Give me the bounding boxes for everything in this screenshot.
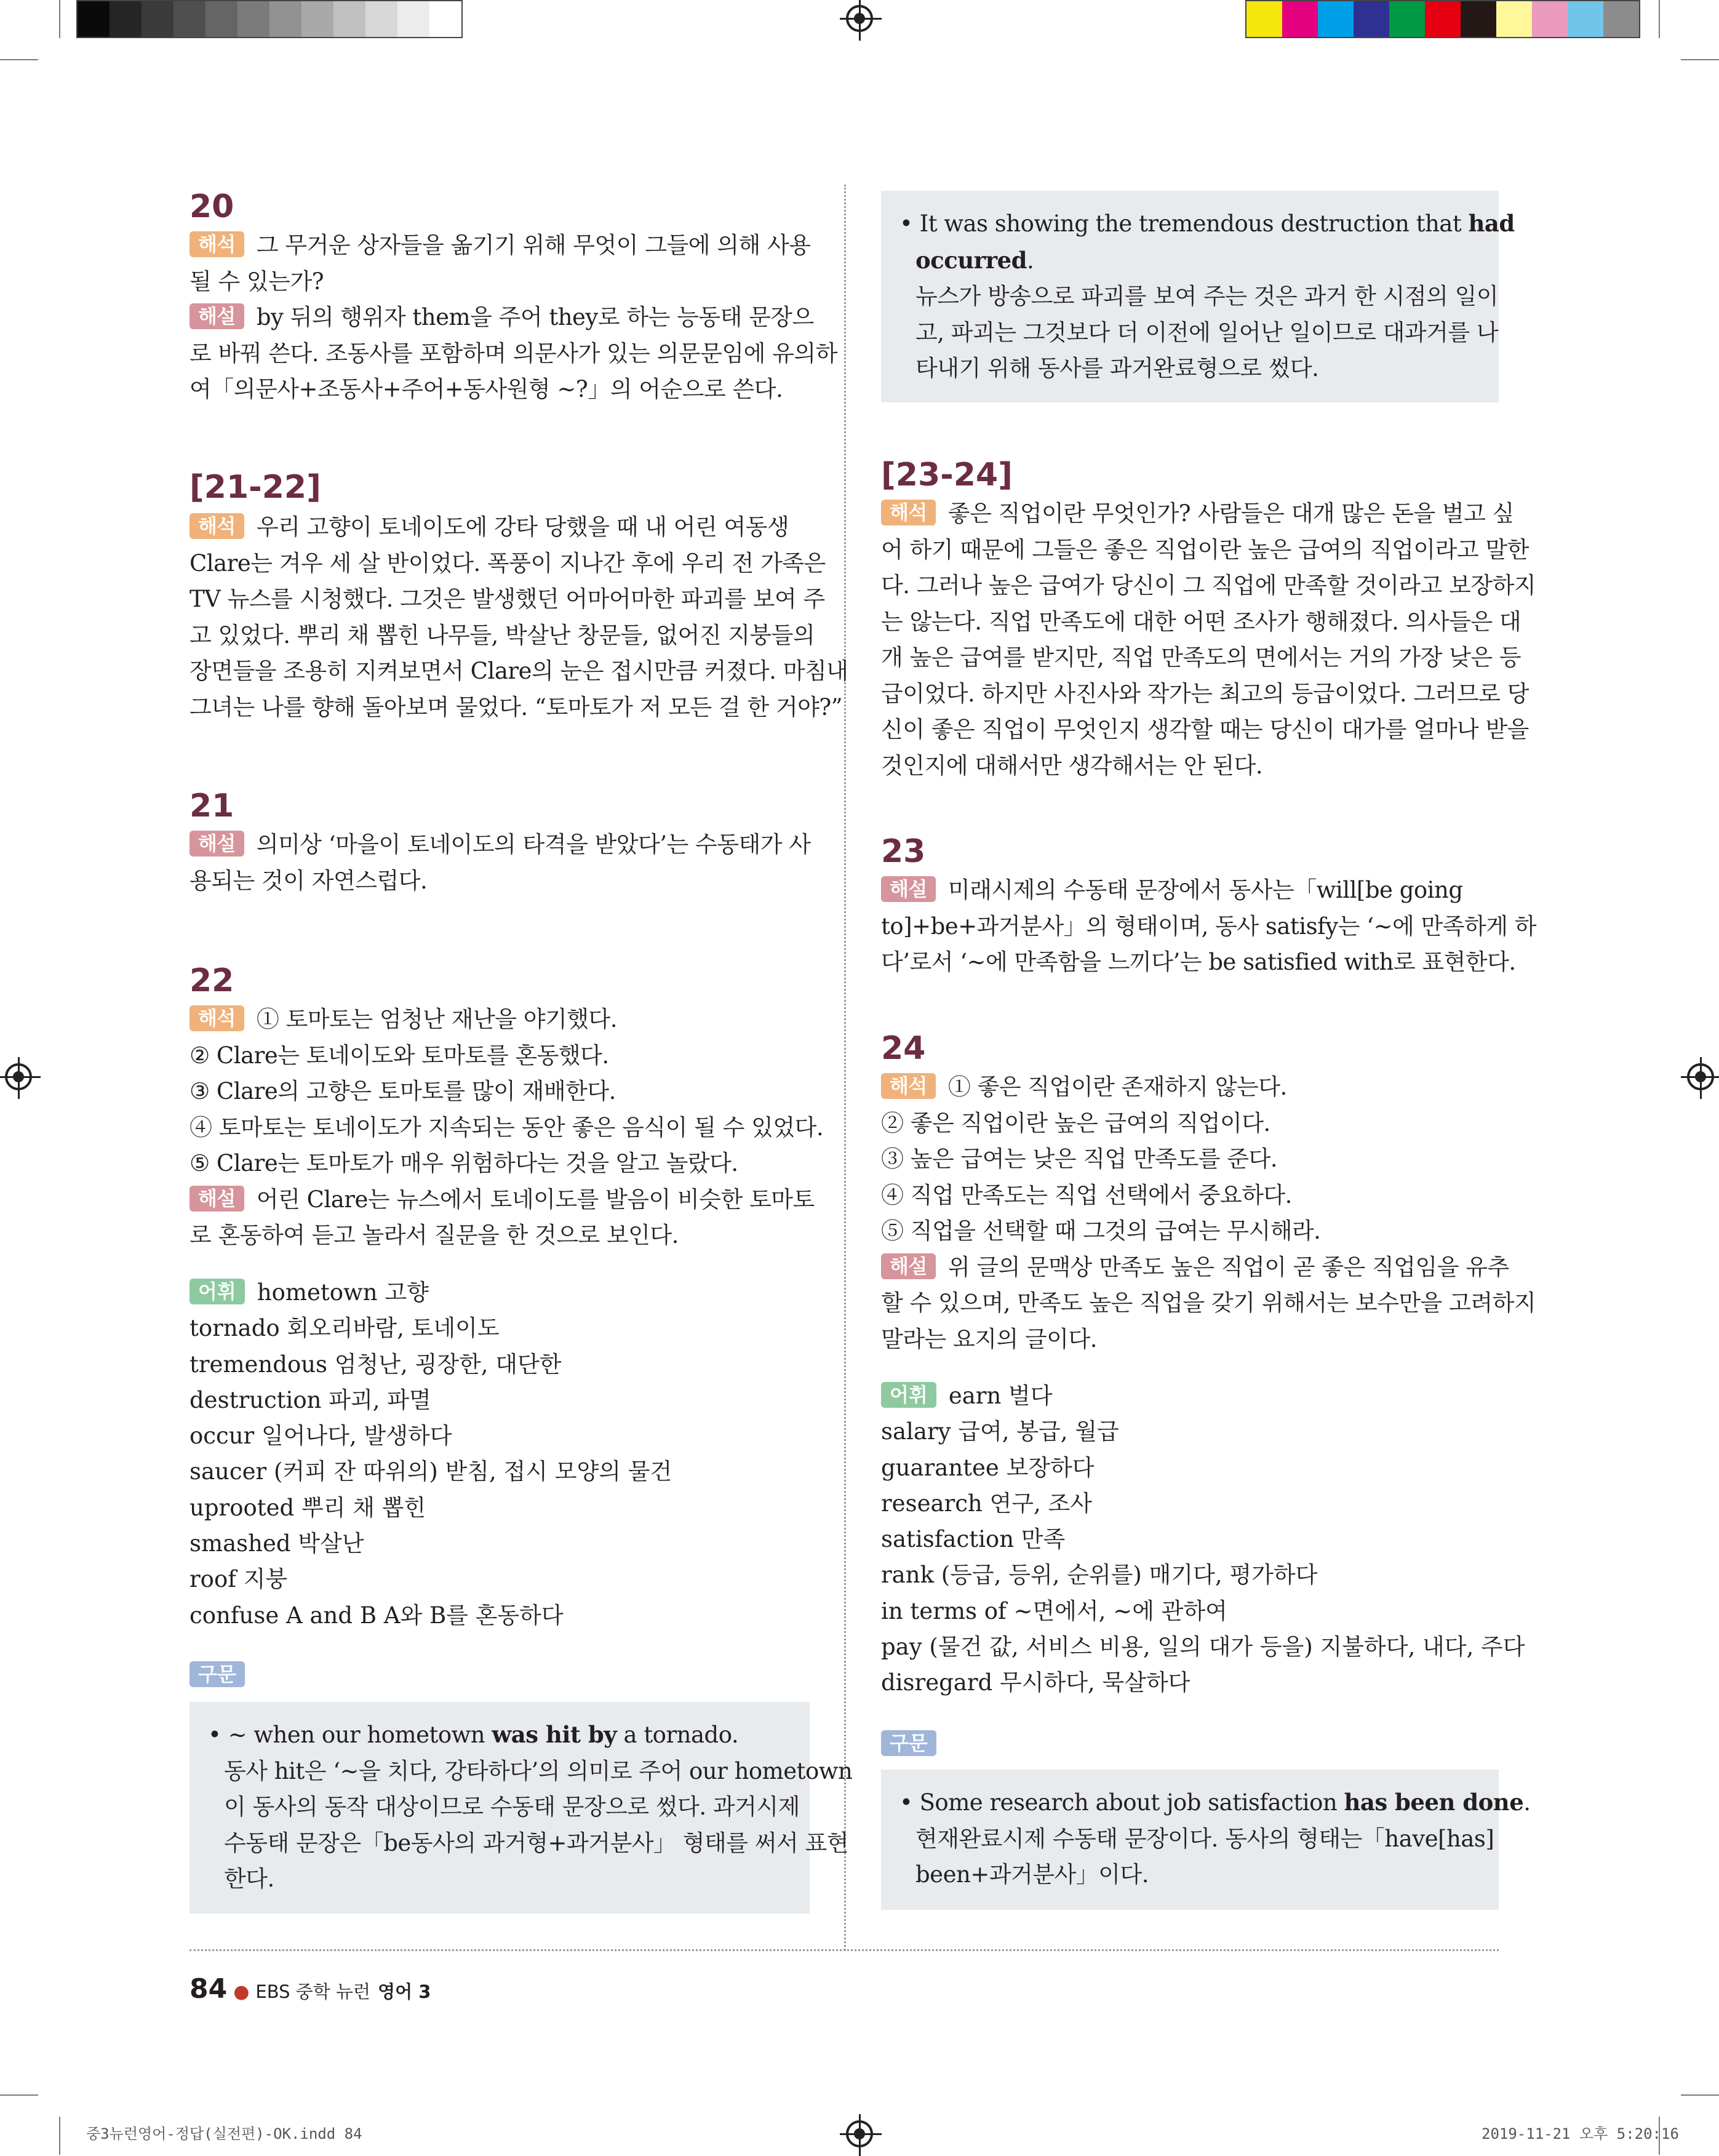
color-swatch bbox=[1425, 1, 1461, 37]
explanation-badge: 해설 bbox=[189, 1186, 244, 1212]
grayscale-color-bar bbox=[76, 0, 463, 38]
file-slug: 중3뉴런영어-정답(실전편)-OK.indd 84 bbox=[86, 2125, 362, 2142]
color-swatch bbox=[1246, 1, 1282, 37]
explanation-badge: 해설 bbox=[881, 876, 936, 902]
question-number-20: 20 bbox=[189, 188, 234, 225]
crop-mark bbox=[1681, 59, 1719, 60]
color-swatch bbox=[333, 1, 365, 37]
grammar-badge: 구문 bbox=[189, 1661, 245, 1687]
date-slug: 2019-11-21 오후 5:20:16 bbox=[1482, 2125, 1679, 2142]
explanation-badge: 해설 bbox=[189, 831, 244, 856]
explanation-badge: 해설 bbox=[189, 303, 244, 329]
vocab-item: confuse A and B A와 B를 혼동하다 bbox=[189, 1602, 564, 1629]
color-swatch bbox=[237, 1, 269, 37]
vocab-item: roof 지붕 bbox=[189, 1566, 288, 1593]
page-number: 84 bbox=[189, 1973, 228, 2005]
color-swatch bbox=[269, 1, 301, 37]
vocab-item: destruction 파괴, 파멸 bbox=[189, 1386, 431, 1413]
passage-21-22-translation: 해석 우리 고향이 토네이도에 강타 당했을 때 내 어린 여동생 Clare는 겨우 세 살 반이었다. 폭풍이 지나간 후에 우리 전 가족은 TV 뉴스를 시청했다. 그것은 발생했던 어마어마한 파괴를 보여 주 고 있었다. 뿌리 채 뽑힌 나무들, 박살난 창문들, 없어진 지붕들의 장면들을 조용히 지켜보면서 Clare의 눈은 접시만큼 커졌다. 마침내 그녀는 나를 향해 돌아보며 물었다. “토마토가 저 모든 걸 한 거야?” bbox=[189, 514, 848, 721]
crop-mark bbox=[59, 0, 60, 38]
color-swatch bbox=[1318, 1, 1354, 37]
explanation-badge: 해설 bbox=[881, 1253, 936, 1279]
vocab-item: salary 급여, 봉급, 월급 bbox=[881, 1418, 1119, 1445]
vocab-item: in terms of ~면에서, ~에 관하여 bbox=[881, 1597, 1227, 1624]
vocab-item: rank (등급, 등위, 순위를) 매기다, 평가하다 bbox=[881, 1562, 1318, 1589]
crop-mark bbox=[1659, 0, 1660, 38]
crop-mark bbox=[0, 59, 38, 60]
question-number-23: 23 bbox=[881, 833, 926, 870]
color-swatch bbox=[110, 1, 142, 37]
translation-badge: 해석 bbox=[881, 500, 936, 525]
vocab-item: satisfaction 만족 bbox=[881, 1526, 1066, 1553]
vocab-item: 어휘 earn 벌다 bbox=[881, 1378, 1525, 1414]
color-swatch bbox=[397, 1, 429, 37]
page-footer bbox=[189, 1974, 431, 2008]
vocab-item: smashed 박살난 bbox=[189, 1530, 364, 1557]
crop-mark bbox=[59, 2117, 60, 2155]
vocab-item: 어휘 hometown 고향 bbox=[189, 1275, 672, 1311]
color-swatch bbox=[1389, 1, 1425, 37]
question-number-21-22: [21-22] bbox=[189, 469, 321, 506]
color-swatch bbox=[1282, 1, 1318, 37]
answer-23-text: 해설 미래시제의 수동태 문장에서 동사는「will[be going to]+be+과거분사」의 형태이며, 동사 satisfy는 ‘~에 만족하게 하 다’로서 ‘~에 만족함을 느끼다’는 be satisfied with로 표현한다. bbox=[881, 877, 1536, 975]
translation-badge: 해석 bbox=[189, 231, 244, 257]
color-swatch bbox=[1568, 1, 1603, 37]
answer-21-text: 해설 의미상 ‘마을이 토네이도의 타격을 받았다’는 수동태가 사 용되는 것이 자연스럽다. bbox=[189, 831, 811, 894]
grammar-box-top: • It was showing the tremendous destruction that had occurred. 뉴스가 방송으로 파괴를 보여 주는 것은 과거 한 시점의 일이 고, 파괴는 그것보다 더 이전에 일어난 일이므로 대과거를 나 타내기 위해 동사를 과거완료형으로 썼다. bbox=[881, 191, 1499, 402]
translation-badge: 해석 bbox=[189, 513, 244, 539]
crop-mark bbox=[0, 2094, 38, 2096]
series-title: EBS 중학 뉴런 bbox=[255, 1981, 371, 2002]
vocab-item: research 연구, 조사 bbox=[881, 1490, 1093, 1517]
grammar-badge: 구문 bbox=[881, 1730, 936, 1756]
bullet-icon: ● bbox=[233, 1981, 250, 2003]
translation-badge: 해석 bbox=[881, 1073, 936, 1099]
cmyk-color-bar bbox=[1245, 0, 1640, 38]
color-swatch bbox=[142, 1, 173, 37]
color-swatch bbox=[429, 1, 461, 37]
answer-22-text: 해석 ① 토마토는 엄청난 재난을 야기했다. ② Clare는 토네이도와 토마토를 혼동했다. ③ Clare의 고향은 토마토를 많이 재배한다. ④ 토마토는 토네이도가 지속되는 동안 좋은 음식이 될 수 있었다. ⑤ Clare는 토마토가 매우 위험하다는 것을 알고 놀랐다. 해설 어린 Clare는 뉴스에서 토네이도를 발음이 비슷한 토마토 로 혼동하여 듣고 놀라서 질문을 한 것으로 보인다. bbox=[189, 1006, 824, 1248]
vocab-item: saucer (커피 잔 따위의) 받침, 접시 모양의 물건 bbox=[189, 1458, 672, 1485]
color-swatch bbox=[1461, 1, 1496, 37]
subject-title: 영어 3 bbox=[378, 1981, 431, 2002]
crop-mark bbox=[1681, 2094, 1719, 2096]
registration-mark-icon bbox=[5, 1063, 32, 1090]
vocab-badge: 어휘 bbox=[881, 1382, 936, 1408]
column-divider bbox=[844, 185, 846, 1950]
answer-20-text: 해석 그 무거운 상자들을 옮기기 위해 무엇이 그들에 의해 사용 될 수 있는가? 해설 by 뒤의 행위자 them을 주어 they로 하는 능동태 문장으 로 바꿔 쓴다. 조동사를 포함하며 의문사가 있는 의문문임에 유의하 여「의문사+조동사+주어+동사원형 ~?」의 어순으로 쓴다. bbox=[189, 232, 837, 402]
question-number-21: 21 bbox=[189, 788, 234, 824]
color-swatch bbox=[1496, 1, 1532, 37]
vocab-badge: 어휘 bbox=[189, 1279, 245, 1304]
color-swatch bbox=[1532, 1, 1568, 37]
question-number-24: 24 bbox=[881, 1030, 926, 1067]
vocab-item: pay (물건 값, 서비스 비용, 일의 대가 등을) 지불하다, 내다, 주다 bbox=[881, 1634, 1525, 1661]
passage-23-24-translation: 해석 좋은 직업이란 무엇인가? 사람들은 대개 많은 돈을 벌고 싶 어 하기 때문에 그들은 좋은 직업이란 높은 급여의 직업이라고 말한 다. 그러나 높은 급여가 당신이 그 직업에 만족할 것이라고 보장하지 는 않는다. 직업 만족도에 대한 어떤 조사가 행해졌다. 의사들은 대 개 높은 급여를 받지만, 직업 만족도의 면에서는 거의 가장 낮은 등 급이었다. 하지만 사진사와 작가는 최고의 등급이었다. 그러므로 당 신이 좋은 직업이 무엇인지 생각할 때는 당신이 대가를 얼마나 받을 것인지에 대해서만 생각해서는 안 된다. bbox=[881, 500, 1536, 779]
bottom-rule bbox=[189, 1949, 1499, 1951]
color-swatch bbox=[205, 1, 237, 37]
vocab-list-23-24 bbox=[881, 1378, 1525, 1701]
vocab-list-21-22 bbox=[189, 1275, 672, 1634]
vocab-item: occur 일어나다, 발생하다 bbox=[189, 1423, 452, 1450]
color-swatch bbox=[301, 1, 333, 37]
translation-badge: 해석 bbox=[189, 1005, 244, 1031]
registration-mark-icon bbox=[846, 2120, 873, 2147]
registration-mark-icon bbox=[846, 5, 873, 32]
vocab-item: tornado 회오리바람, 토네이도 bbox=[189, 1315, 500, 1342]
answer-24-text: 해석 ① 좋은 직업이란 존재하지 않는다. ② 좋은 직업이란 높은 급여의 직업이다. ③ 높은 급여는 낮은 직업 만족도를 준다. ④ 직업 만족도는 직업 선택에서 중요하다. ⑤ 직업을 선택할 때 그것의 급여는 무시해라. 해설 위 글의 문맥상 만족도 높은 직업이 곧 좋은 직업임을 유추 할 수 있으며, 만족도 높은 직업을 갖기 위해서는 보수만을 고려하지 말라는 요지의 글이다. bbox=[881, 1074, 1536, 1352]
color-swatch bbox=[1354, 1, 1389, 37]
question-number-23-24: [23-24] bbox=[881, 457, 1013, 493]
grammar-box-23-24: • Some research about job satisfaction has been done. 현재완료시제 수동태 문장이다. 동사의 형태는「have[has] been+과거분사」이다. bbox=[881, 1770, 1499, 1910]
question-number-22: 22 bbox=[189, 962, 234, 999]
registration-mark-icon bbox=[1687, 1063, 1714, 1090]
color-swatch bbox=[173, 1, 205, 37]
color-swatch bbox=[78, 1, 110, 37]
grammar-box-21-22: • ~ when our hometown was hit by a tornado. 동사 hit은 ‘~을 치다, 강타하다’의 의미로 주어 our hometown 이 동사의 동작 대상이므로 수동태 문장으로 썼다. 과거시제 수동태 문장은「be동사의 과거형+과거분사」 형태를 써서 표현 한다. bbox=[189, 1702, 810, 1914]
color-swatch bbox=[1603, 1, 1639, 37]
vocab-item: guarantee 보장하다 bbox=[881, 1454, 1095, 1481]
vocab-item: uprooted 뿌리 채 뽑힌 bbox=[189, 1494, 426, 1521]
vocab-item: disregard 무시하다, 묵살하다 bbox=[881, 1669, 1191, 1696]
vocab-item: tremendous 엄청난, 굉장한, 대단한 bbox=[189, 1351, 562, 1378]
color-swatch bbox=[365, 1, 397, 37]
